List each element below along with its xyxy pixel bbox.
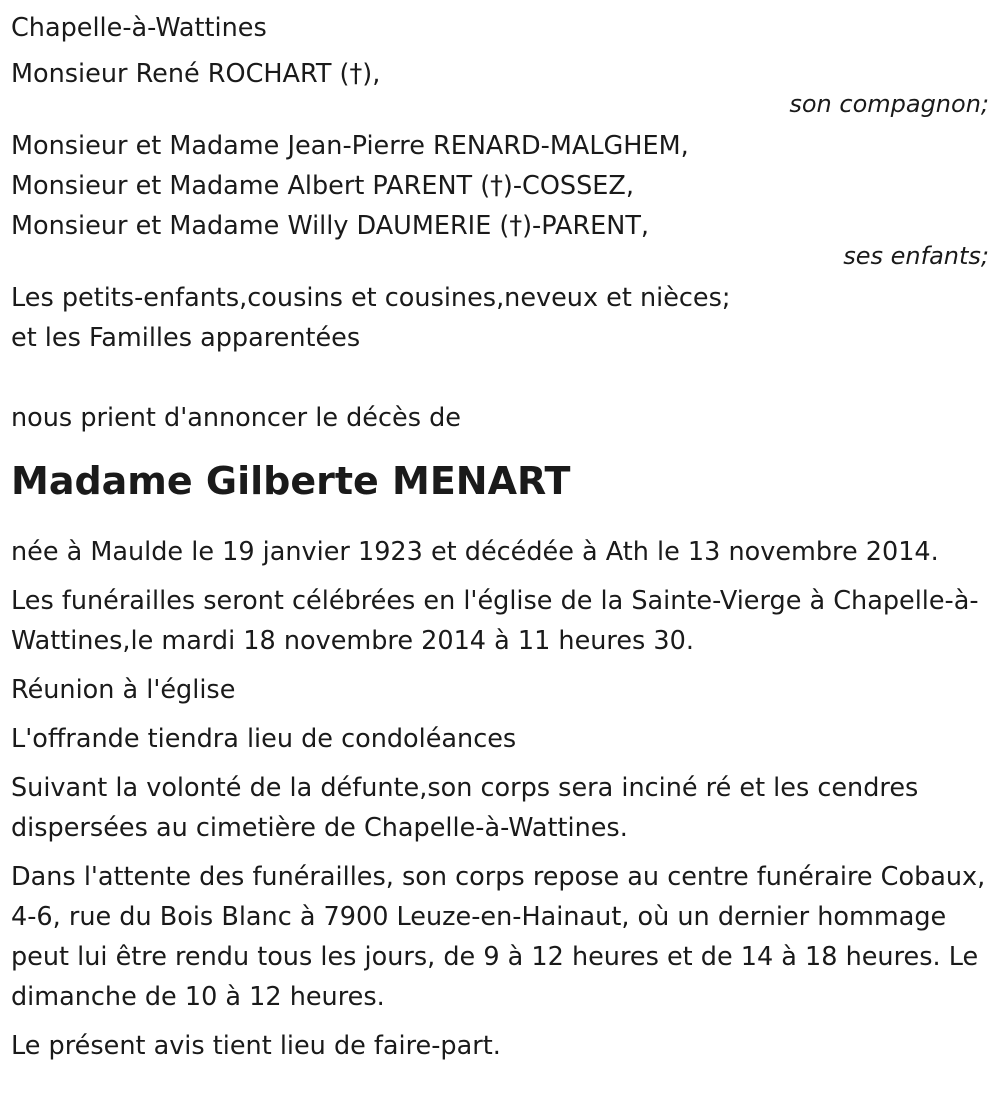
birth-death-paragraph: née à Maulde le 19 janvier 1923 et décédée à Ath le 13 novembre 2014.	[11, 537, 939, 567]
gathering-paragraph: Réunion à l'église	[11, 675, 236, 705]
place-name: Chapelle-à-Wattines	[11, 13, 267, 43]
cremation-paragraph: Suivant la volonté de la défunte,son corps sera inciné ré et les cendres dispersées au cimetière de Chapelle-à-Wattines.	[11, 773, 919, 843]
closing-paragraph: Le présent avis tient lieu de faire-part.	[11, 1031, 501, 1061]
funeral-paragraph: Les funérailles seront célébrées en l'église de la Sainte-Vierge à Chapelle-à-Wattines,le mardi 18 novembre 2014 à 11 heures 30.	[11, 586, 979, 656]
visitation-paragraph: Dans l'attente des funérailles, son corps repose au centre funéraire Cobaux, 4-6, rue du Bois Blanc à 7900 Leuze-en-Hainaut, où un dernier hommage peut lui être rendu tous les jours, de 9 à 12 heures et de 14 à 18 heures. Le dimanche de 10 à 12 heures.	[11, 862, 986, 1012]
offering-paragraph: L'offrande tiendra lieu de condoléances	[11, 724, 517, 754]
announcement-text: nous prient d'annoncer le décès de	[11, 403, 461, 433]
child-line: Monsieur et Madame Jean-Pierre RENARD-MALGHEM,	[11, 131, 689, 161]
child-line: Monsieur et Madame Albert PARENT (†)-COSSEZ,	[11, 171, 634, 201]
child-line: Monsieur et Madame Willy DAUMERIE (†)-PARENT,	[11, 211, 650, 241]
obituary-notice	[11, 8, 989, 1075]
children-relation: ses enfants;	[843, 242, 989, 270]
others-line: Les petits-enfants,cousins et cousines,neveux et nièces;	[11, 283, 731, 313]
partner-relation: son compagnon;	[789, 90, 989, 118]
partner-line: Monsieur René ROCHART (†),	[11, 59, 381, 89]
deceased-name: Madame Gilberte MENART	[11, 459, 571, 503]
others-line: et les Familles apparentées	[11, 323, 361, 353]
